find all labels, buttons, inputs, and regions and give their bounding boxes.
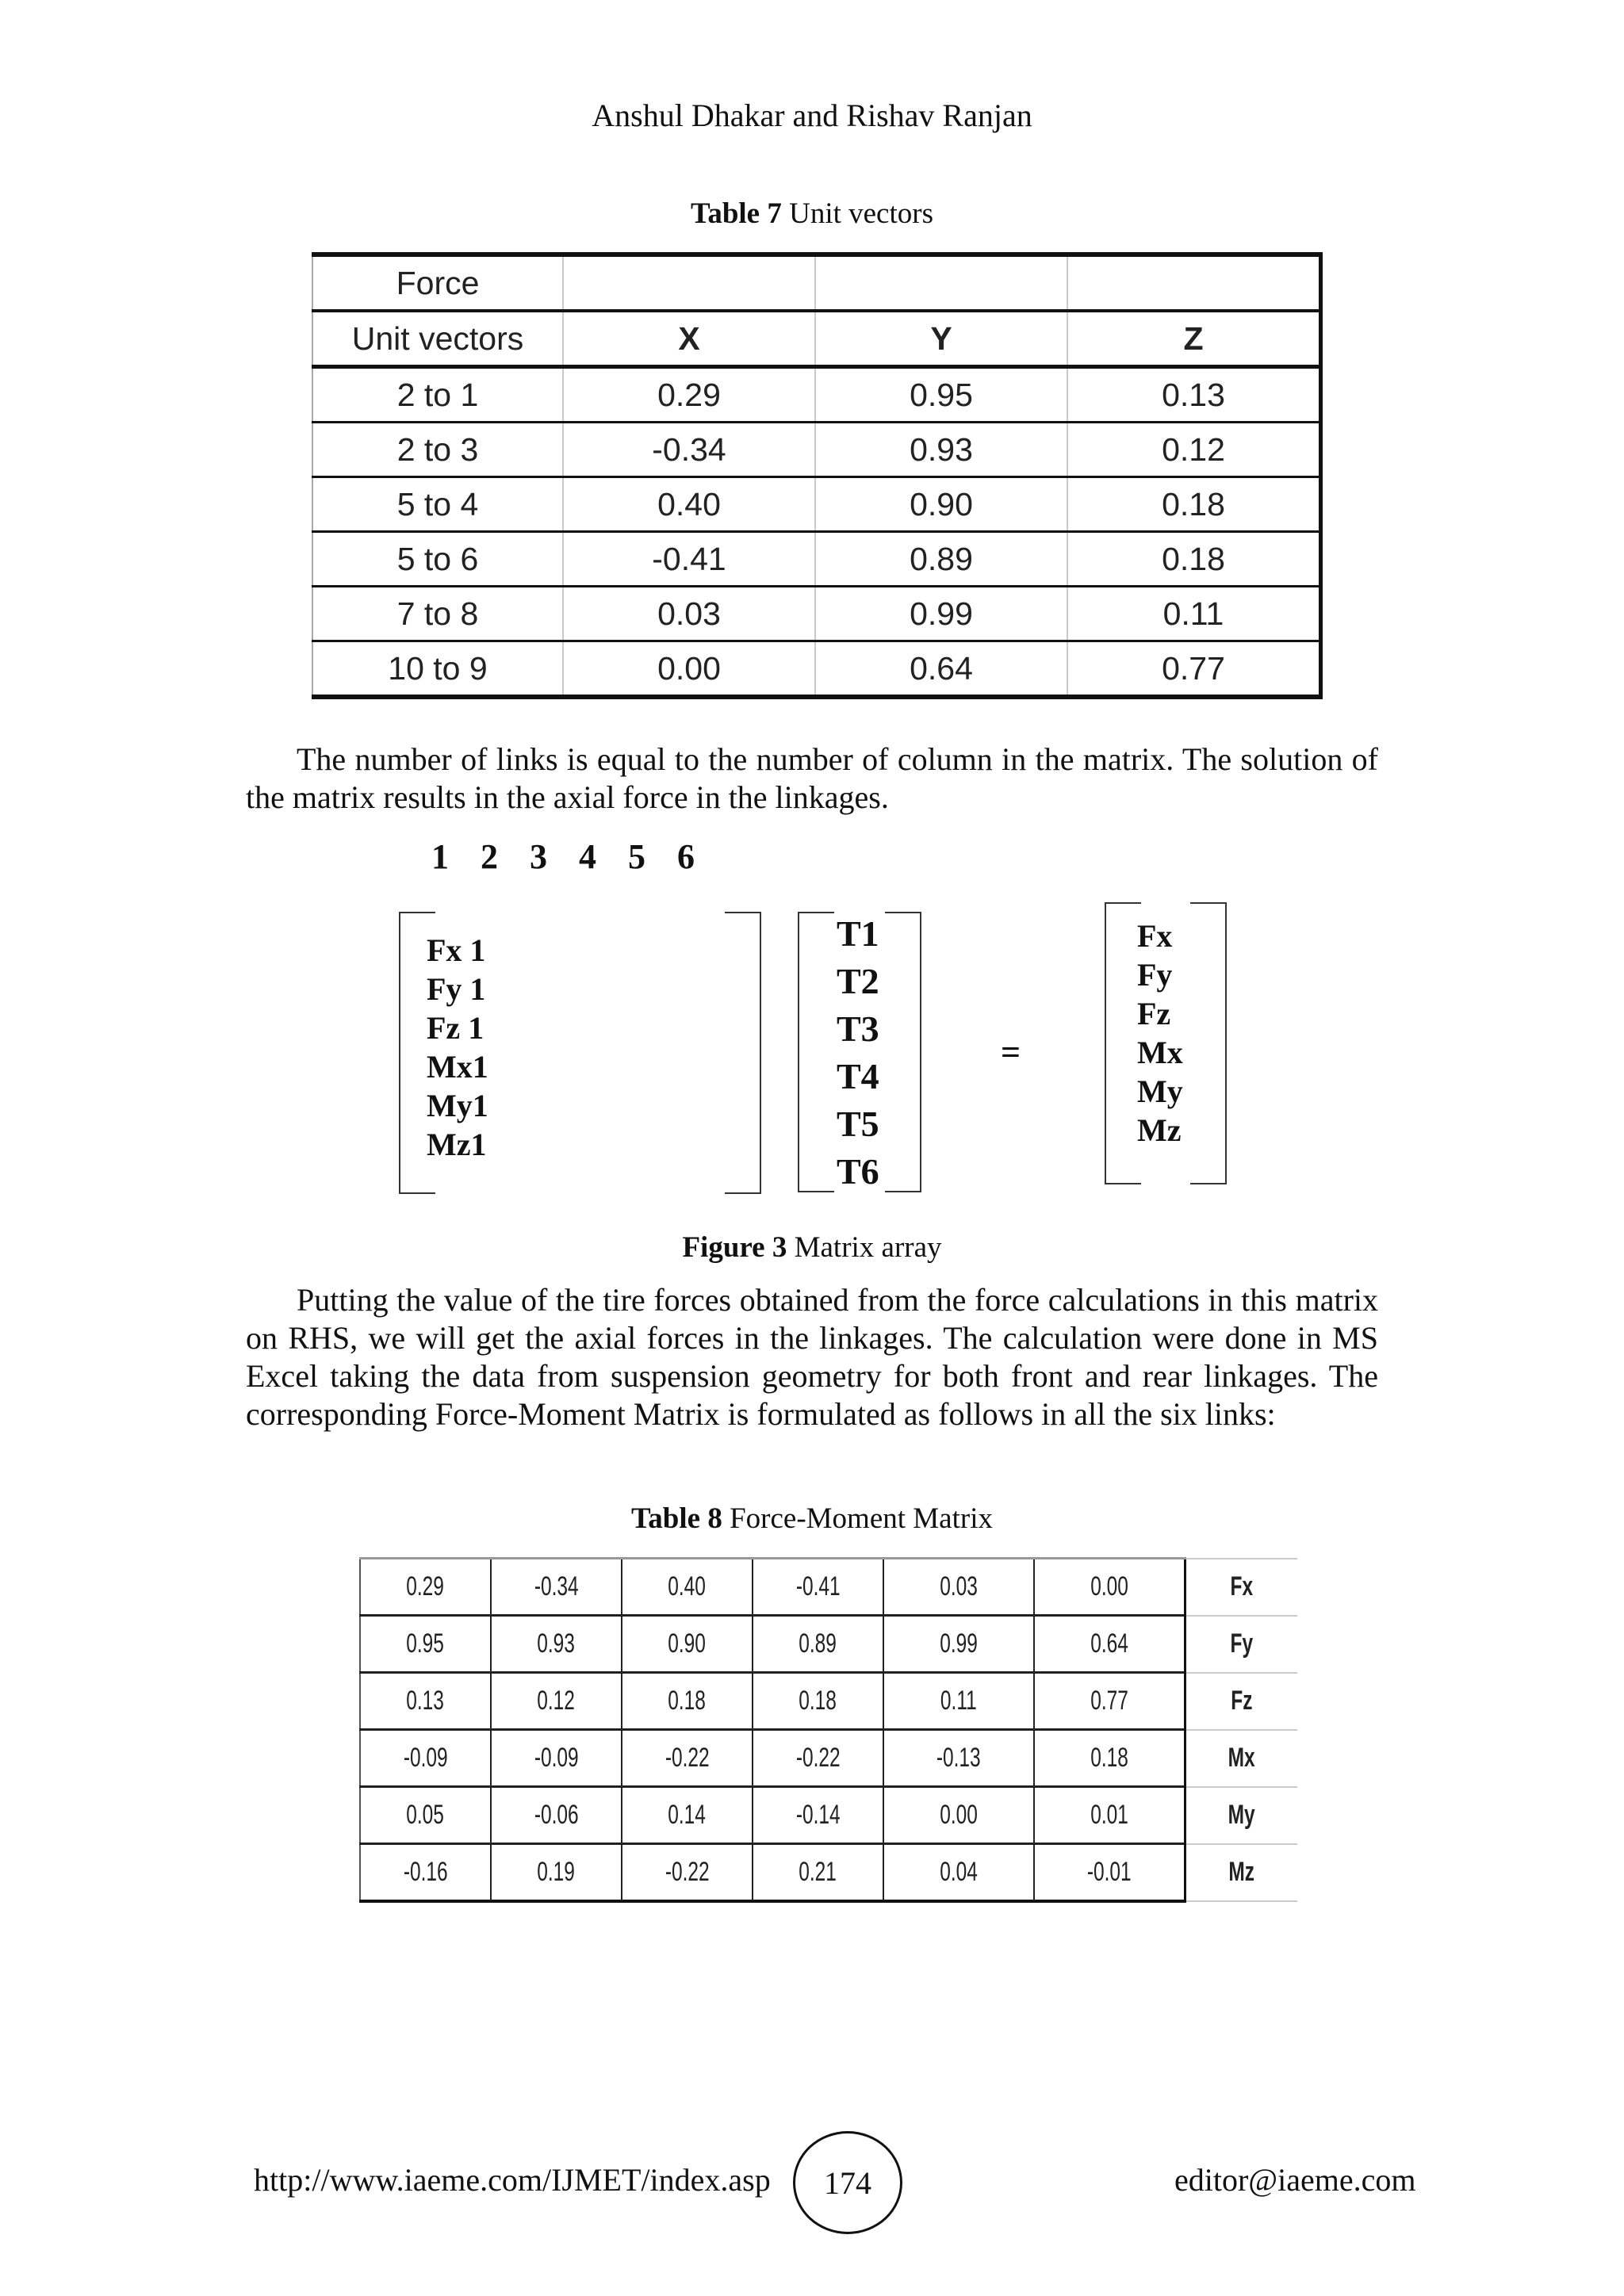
table7-cell: 0.90 xyxy=(815,477,1067,532)
table8-value: 0.00 xyxy=(940,1800,978,1830)
table7-cell: 0.13 xyxy=(1067,367,1321,423)
table8-label: Mz xyxy=(1228,1857,1255,1888)
table8-value: 0.12 xyxy=(537,1686,576,1716)
rhs-vector-entries xyxy=(1137,916,1183,1150)
matrix-column-number: 5 xyxy=(628,837,645,876)
left-matrix-entry: Mx1 xyxy=(427,1049,488,1085)
rhs-vector-entry: Mx xyxy=(1137,1035,1183,1070)
table8-value: 0.95 xyxy=(406,1628,445,1659)
table8-cell xyxy=(491,1673,622,1730)
table8-row-label xyxy=(1185,1673,1298,1730)
table8-cell xyxy=(360,1844,491,1902)
table8-cell xyxy=(1034,1844,1185,1902)
footer-url-link[interactable]: http://www.iaeme.com/IJMET/index.asp xyxy=(254,2162,771,2198)
table8-cell xyxy=(753,1673,883,1730)
table8-cell xyxy=(491,1559,622,1616)
table8-row-label xyxy=(1185,1787,1298,1844)
left-matrix-entry: Fy 1 xyxy=(427,971,486,1007)
matrix-column-number: 6 xyxy=(677,837,695,876)
body-paragraph-1 xyxy=(246,740,1378,817)
t-vector-entry: T3 xyxy=(837,1008,879,1049)
table8-cell xyxy=(360,1787,491,1844)
rhs-vector-close-bracket xyxy=(1190,902,1227,1184)
table7-cell: 0.00 xyxy=(563,641,815,698)
table8-value: 0.11 xyxy=(940,1686,977,1716)
table8-row-label xyxy=(1185,1559,1298,1616)
table8-cell xyxy=(1034,1559,1185,1616)
t-vector-open-bracket xyxy=(798,912,834,1192)
body-paragraph-2 xyxy=(246,1281,1378,1433)
table8-row-label xyxy=(1185,1730,1298,1787)
table8-value: -0.22 xyxy=(665,1857,710,1887)
table8-cell xyxy=(883,1730,1034,1787)
table8-value: -0.34 xyxy=(534,1571,579,1601)
table8-value: 0.64 xyxy=(1090,1628,1128,1659)
table8-value: -0.13 xyxy=(936,1743,981,1773)
table8-cell xyxy=(491,1787,622,1844)
table8-value: -0.09 xyxy=(403,1743,448,1773)
rhs-vector-open-bracket xyxy=(1105,902,1141,1184)
table8-cell xyxy=(883,1844,1034,1902)
table7-header-cell: X xyxy=(563,311,815,367)
t-vector-entry: T6 xyxy=(837,1151,879,1192)
table8-caption-label: Table 8 xyxy=(631,1502,722,1535)
table8-value: 0.18 xyxy=(1090,1743,1128,1773)
table8-cell xyxy=(491,1730,622,1787)
table8-cell xyxy=(491,1616,622,1673)
table8-value: 0.89 xyxy=(799,1628,837,1659)
table8-cell xyxy=(622,1616,753,1673)
table8-cell xyxy=(883,1559,1034,1616)
table8-value: 0.93 xyxy=(537,1628,576,1659)
table8-cell xyxy=(753,1787,883,1844)
table-row xyxy=(312,532,1321,587)
table8-value: 0.04 xyxy=(940,1857,978,1887)
table7-header-cell: Y xyxy=(815,311,1067,367)
t-vector-entry: T1 xyxy=(837,913,879,954)
table8-force-moment-matrix xyxy=(359,1557,1297,1903)
table7-cell: 0.77 xyxy=(1067,641,1321,698)
table-row xyxy=(360,1673,1297,1730)
t-vector-close-bracket xyxy=(885,912,921,1192)
table7-cell: 0.95 xyxy=(815,367,1067,423)
table7-cell: 0.18 xyxy=(1067,477,1321,532)
matrix-column-number: 3 xyxy=(530,837,547,876)
table-row xyxy=(312,587,1321,641)
table-row xyxy=(360,1787,1297,1844)
table7-header-cell xyxy=(1067,254,1321,311)
left-matrix-entry: My1 xyxy=(427,1088,488,1123)
table8-value: -0.06 xyxy=(534,1800,579,1830)
table7-caption-label: Table 7 xyxy=(691,197,782,230)
left-matrix-entry: Fz 1 xyxy=(427,1010,485,1046)
table8-cell xyxy=(491,1844,622,1902)
table8-cell xyxy=(360,1559,491,1616)
table7-cell: 0.29 xyxy=(563,367,815,423)
left-matrix-entry: Mz1 xyxy=(427,1127,487,1162)
table8-cell xyxy=(883,1787,1034,1844)
table7-cell: 0.03 xyxy=(563,587,815,641)
table7-caption xyxy=(0,197,1624,231)
table7-cell: 0.18 xyxy=(1067,532,1321,587)
table8-value: 0.13 xyxy=(406,1686,445,1716)
matrix-column-number: 1 xyxy=(431,837,449,876)
footer-email-link[interactable]: editor@iaeme.com xyxy=(1174,2162,1416,2198)
table8-value: -0.22 xyxy=(795,1743,841,1773)
table8-cell xyxy=(753,1844,883,1902)
table8-value: 0.18 xyxy=(668,1686,707,1716)
table8-cell xyxy=(1034,1616,1185,1673)
table8-cell xyxy=(753,1559,883,1616)
table7-unit-vectors xyxy=(312,252,1323,699)
table8-value: 0.01 xyxy=(1090,1800,1128,1830)
table8-label: Mx xyxy=(1228,1743,1255,1773)
figure3-caption xyxy=(0,1230,1624,1265)
table-row xyxy=(360,1844,1297,1902)
table7-cell: 10 to 9 xyxy=(312,641,563,698)
table8-value: -0.22 xyxy=(665,1743,710,1773)
running-head-authors: Anshul Dhakar and Rishav Ranjan xyxy=(592,98,1032,133)
table8-value: 0.21 xyxy=(799,1857,837,1887)
table8-value: 0.77 xyxy=(1090,1686,1128,1716)
table8-cell xyxy=(360,1673,491,1730)
table8-cell xyxy=(1034,1787,1185,1844)
table8-value: -0.14 xyxy=(795,1800,841,1830)
table7-cell: 2 to 3 xyxy=(312,423,563,477)
table8-cell xyxy=(360,1730,491,1787)
table8-cell xyxy=(753,1616,883,1673)
page-number-text: 174 xyxy=(824,2164,871,2201)
table8-cell xyxy=(360,1616,491,1673)
table-row xyxy=(312,641,1321,698)
table8-value: -0.16 xyxy=(403,1857,448,1887)
table8-label: Fz xyxy=(1231,1686,1253,1716)
table8-label: My xyxy=(1228,1800,1255,1830)
equals-sign: = xyxy=(1001,1033,1021,1072)
table8-value: 0.99 xyxy=(940,1628,978,1659)
table-row xyxy=(312,367,1321,423)
table8-cell xyxy=(622,1673,753,1730)
table7-header-cell: Unit vectors xyxy=(312,311,563,367)
t-vector-entry: T2 xyxy=(837,961,879,1001)
table7-header-row-force xyxy=(312,254,1321,311)
table8-value: 0.40 xyxy=(668,1571,707,1601)
table8-value: 0.19 xyxy=(537,1857,576,1887)
table8-cell xyxy=(1034,1673,1185,1730)
table7-header-cell xyxy=(815,254,1067,311)
table-row xyxy=(312,477,1321,532)
table8-cell xyxy=(753,1730,883,1787)
t-vector-entry: T5 xyxy=(837,1104,879,1144)
table7-cell: 7 to 8 xyxy=(312,587,563,641)
figure3-caption-text: Matrix array xyxy=(794,1231,942,1264)
paragraph-text: The number of links is equal to the number of column in the matrix. The solution of the matrix results in the axial force in the linkages. xyxy=(246,741,1378,815)
table8-cell xyxy=(622,1730,753,1787)
table8-cell xyxy=(883,1673,1034,1730)
table7-cell: 0.40 xyxy=(563,477,815,532)
table8-value: 0.90 xyxy=(668,1628,707,1659)
rhs-vector-entry: Fy xyxy=(1137,957,1173,993)
table8-caption xyxy=(0,1502,1624,1536)
t-vector-entries xyxy=(837,910,879,1196)
table8-value: 0.29 xyxy=(406,1571,445,1601)
t-vector-entry: T4 xyxy=(837,1056,879,1096)
table7-cell: 0.99 xyxy=(815,587,1067,641)
table7-header-cell: Z xyxy=(1067,311,1321,367)
table-row xyxy=(360,1730,1297,1787)
table-row xyxy=(360,1616,1297,1673)
table8-value: -0.01 xyxy=(1087,1857,1132,1887)
left-matrix-close-bracket xyxy=(725,912,761,1194)
table8-cell xyxy=(622,1787,753,1844)
left-matrix-entry: Fx 1 xyxy=(427,932,486,968)
table8-cell xyxy=(622,1844,753,1902)
table8-cell xyxy=(1034,1730,1185,1787)
table8-label: Fx xyxy=(1230,1571,1254,1601)
table8-value: 0.14 xyxy=(668,1800,707,1830)
table7-caption-text: Unit vectors xyxy=(789,197,933,230)
table7-cell: 5 to 4 xyxy=(312,477,563,532)
table8-caption-text: Force-Moment Matrix xyxy=(730,1502,993,1535)
table8-value: 0.03 xyxy=(940,1571,978,1601)
table-row xyxy=(312,423,1321,477)
matrix-column-number: 2 xyxy=(481,837,498,876)
left-matrix-rows xyxy=(427,931,488,1164)
rhs-vector-entry: Fz xyxy=(1137,996,1171,1031)
table8-value: -0.41 xyxy=(795,1571,841,1601)
table8-cell xyxy=(883,1616,1034,1673)
table7-cell: -0.41 xyxy=(563,532,815,587)
table7-cell: 5 to 6 xyxy=(312,532,563,587)
table8-value: -0.09 xyxy=(534,1743,579,1773)
table7-cell: 0.93 xyxy=(815,423,1067,477)
matrix-column-number: 4 xyxy=(579,837,596,876)
table7-cell: 0.11 xyxy=(1067,587,1321,641)
table8-row-label xyxy=(1185,1616,1298,1673)
table7-cell: -0.34 xyxy=(563,423,815,477)
table8-value: 0.05 xyxy=(406,1800,445,1830)
table-row xyxy=(360,1559,1297,1616)
table8-value: 0.00 xyxy=(1090,1571,1128,1601)
table8-value: 0.18 xyxy=(799,1686,837,1716)
figure3-caption-label: Figure 3 xyxy=(682,1231,787,1264)
rhs-vector-entry: My xyxy=(1137,1073,1183,1109)
table7-cell: 2 to 1 xyxy=(312,367,563,423)
table8-cell xyxy=(622,1559,753,1616)
table7-cell: 0.89 xyxy=(815,532,1067,587)
page-number xyxy=(793,2131,902,2234)
rhs-vector-entry: Mz xyxy=(1137,1112,1182,1148)
table8-row-label xyxy=(1185,1844,1298,1902)
table7-cell: 0.64 xyxy=(815,641,1067,698)
table7-cell: 0.12 xyxy=(1067,423,1321,477)
table8-label: Fy xyxy=(1230,1628,1254,1659)
table7-header-cell xyxy=(563,254,815,311)
paragraph-text: Putting the value of the tire forces obtained from the force calculations in this matrix on RHS, we will get the axial forces in the linkages. The calculation were done in MS Excel taking the data from suspension geometry for both front and rear linkages. The corresponding Force-Moment Matrix is formulated as follows in all the six links: xyxy=(246,1282,1378,1432)
table7-header-cell: Force xyxy=(312,254,563,311)
rhs-vector-entry: Fx xyxy=(1137,918,1173,954)
table7-header-row-unit-vectors xyxy=(312,311,1321,367)
